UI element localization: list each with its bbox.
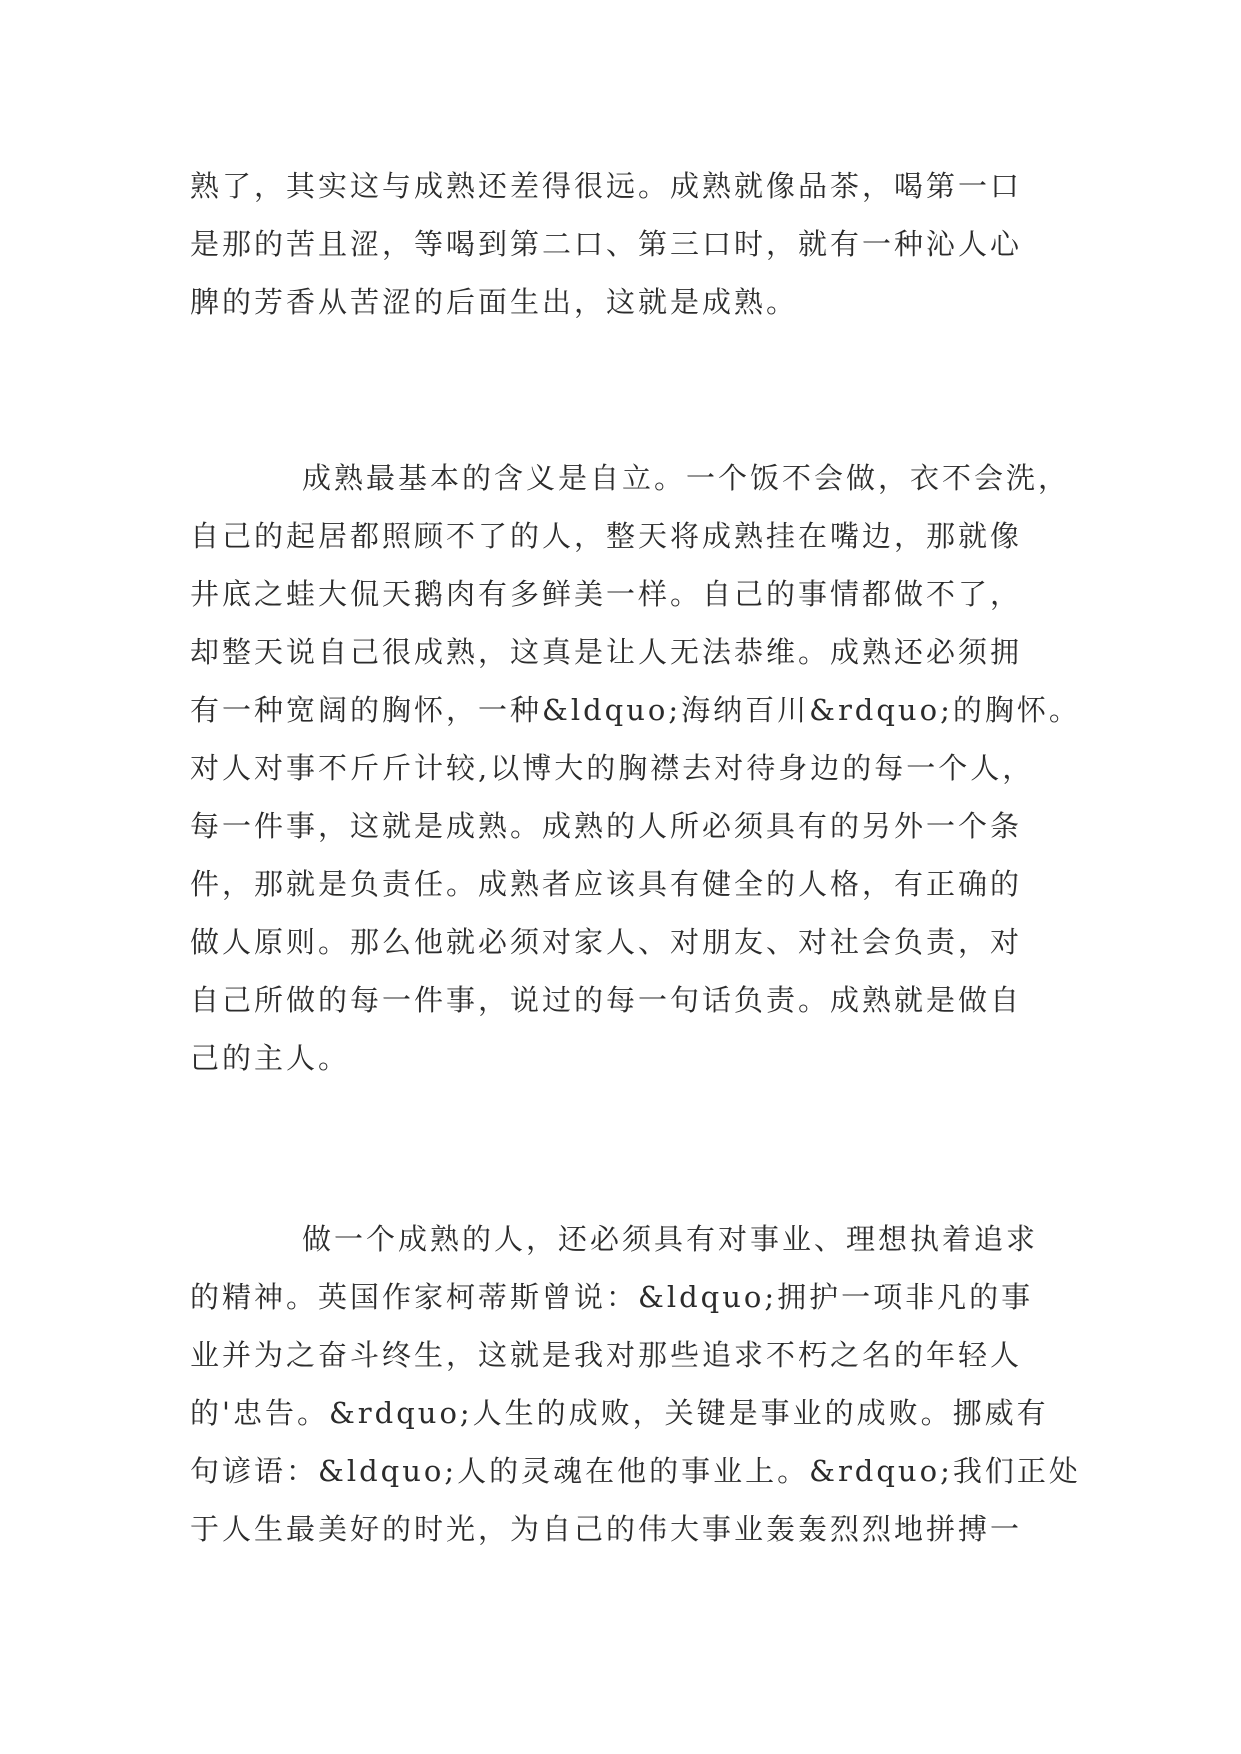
text-line: 却整天说自己很成熟，这真是让人无法恭维。成熟还必须拥 bbox=[190, 635, 1023, 669]
text-line: 熟了，其实这与成熟还差得很远。成熟就像品茶，喝第一口 bbox=[190, 169, 1023, 203]
text-line: 脾的芳香从苦涩的后面生出，这就是成熟。 bbox=[190, 285, 799, 319]
text-line: 自己所做的每一件事，说过的每一句话负责。成熟就是做自 bbox=[190, 983, 1023, 1017]
paragraph-2 bbox=[190, 449, 1081, 1087]
text-line: 有一种宽阔的胸怀，一种&ldquo;海纳百川&rdquo;的胸怀。 bbox=[190, 693, 1081, 727]
text-line: 是那的苦且涩，等喝到第二口、第三口时，就有一种沁人心 bbox=[190, 227, 1023, 261]
text-line: 己的主人。 bbox=[190, 1041, 351, 1075]
text-line: 做一个成熟的人，还必须具有对事业、理想执着追求 bbox=[302, 1222, 1039, 1256]
text-line: 于人生最美好的时光，为自己的伟大事业轰轰烈烈地拼搏一 bbox=[190, 1512, 1023, 1546]
text-line: 成熟最基本的含义是自立。一个饭不会做，衣不会洗， bbox=[302, 461, 1071, 495]
text-line: 句谚语：&ldquo;人的灵魂在他的事业上。&rdquo;我们正处 bbox=[190, 1454, 1081, 1488]
text-line: 自己的起居都照顾不了的人，整天将成熟挂在嘴边，那就像 bbox=[190, 519, 1023, 553]
paragraph-1 bbox=[190, 157, 1070, 331]
text-line: 做人原则。那么他就必须对家人、对朋友、对社会负责，对 bbox=[190, 925, 1023, 959]
text-line: 件，那就是负责任。成熟者应该具有健全的人格，有正确的 bbox=[190, 867, 1023, 901]
text-line: 的精神。英国作家柯蒂斯曾说：&ldquo;拥护一项非凡的事 bbox=[190, 1280, 1034, 1314]
text-line: 的'忠告。&rdquo;人生的成败，关键是事业的成败。挪威有 bbox=[190, 1396, 1049, 1430]
text-line: 井底之蛙大侃天鹅肉有多鲜美一样。自己的事情都做不了， bbox=[190, 577, 1023, 611]
text-line: 对人对事不斤斤计较,以博大的胸襟去对待身边的每一个人， bbox=[190, 751, 1035, 785]
text-line: 业并为之奋斗终生，这就是我对那些追求不朽之名的年轻人 bbox=[190, 1338, 1023, 1372]
paragraph-3 bbox=[190, 1210, 1081, 1558]
text-line: 每一件事，这就是成熟。成熟的人所必须具有的另外一个条 bbox=[190, 809, 1023, 843]
